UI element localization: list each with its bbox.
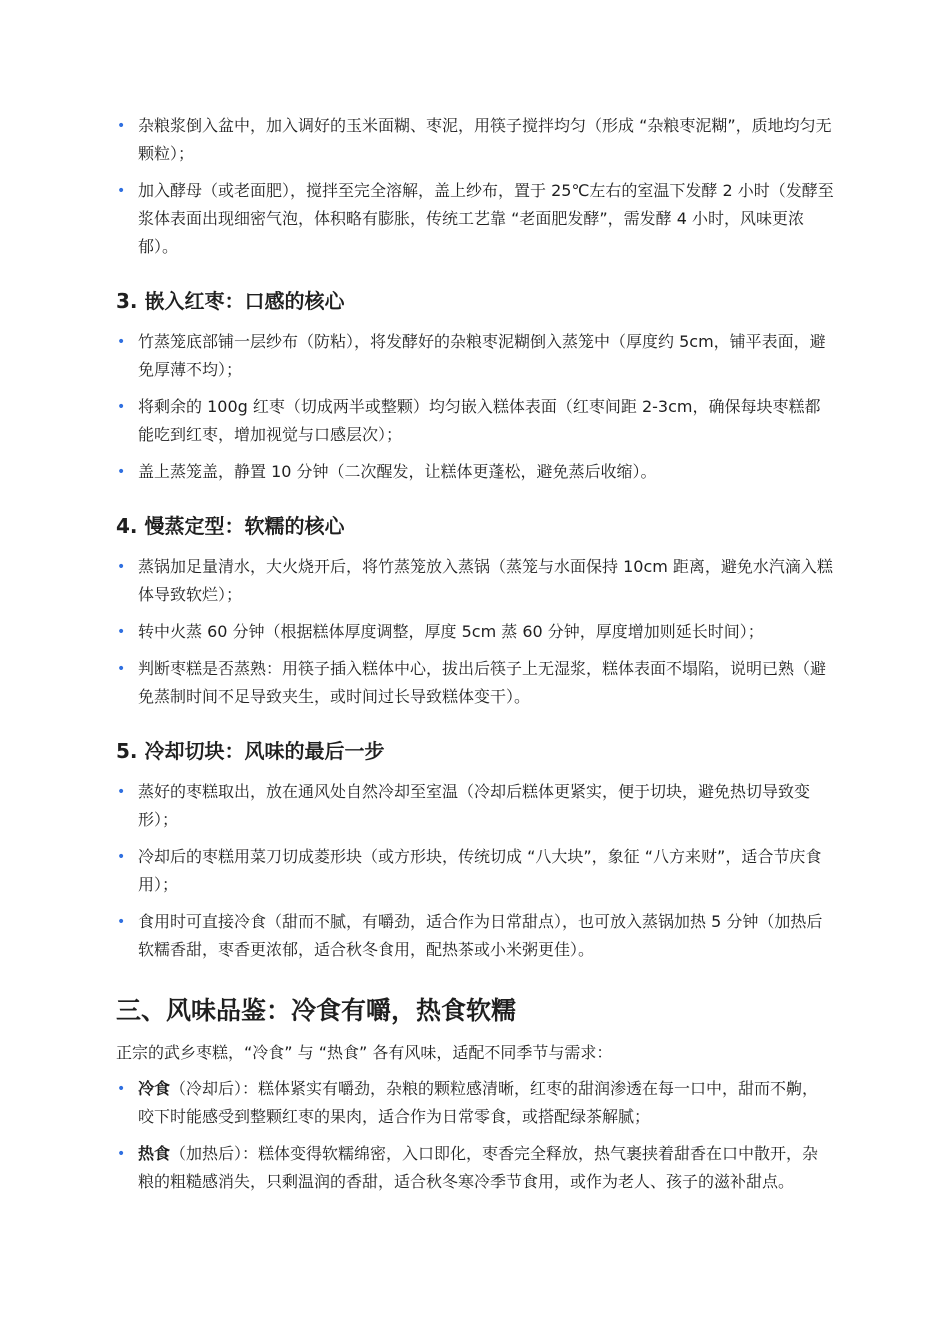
list-item-text: 转中火蒸 60 分钟（根据糕体厚度调整，厚度 5cm 蒸 60 分钟，厚度增加则延长时间）； bbox=[138, 622, 764, 641]
list-item-term: 冷食 bbox=[138, 1079, 171, 1098]
cool-cut-list bbox=[116, 778, 834, 964]
intro-step-list bbox=[116, 112, 834, 261]
list-item-text: 盖上蒸笼盖，静置 10 分钟（二次醒发，让糕体更蓬松，避免蒸后收缩）。 bbox=[138, 462, 657, 481]
list-item bbox=[116, 618, 834, 646]
list-item bbox=[116, 553, 834, 609]
list-item-text: （加热后）：糕体变得软糯绵密，入口即化，枣香完全释放，热气裹挟着甜香在口中散开，杂粮的粗糙感消失，只剩温润的香甜，适合秋冬寒冷季节食用，或作为老人、孩子的滋补甜点。 bbox=[138, 1144, 819, 1191]
list-item bbox=[116, 1140, 834, 1196]
bullet-icon: • bbox=[117, 784, 126, 800]
list-item bbox=[116, 458, 834, 486]
list-item bbox=[116, 778, 834, 834]
chapter-heading-flavor-tasting: 三、风味品鉴：冷食有嚼，热食软糯 bbox=[116, 996, 517, 1025]
bullet-icon: • bbox=[117, 399, 126, 415]
list-item-text: 蒸锅加足量清水，大火烧开后，将竹蒸笼放入蒸锅（蒸笼与水面保持 10cm 距离，避免水汽滴入糕体导致软烂）； bbox=[138, 557, 833, 604]
bullet-icon: • bbox=[117, 849, 126, 865]
section-heading-slow-steam: 4. 慢蒸定型：软糯的核心 bbox=[116, 514, 345, 538]
list-item-text: （冷却后）：糕体紧实有嚼劲，杂粮的颗粒感清晰，红枣的甜润渗透在每一口中，甜而不齁，咬下时能感受到整颗红枣的果肉，适合作为日常零食，或搭配绿茶解腻； bbox=[138, 1079, 819, 1126]
list-item bbox=[116, 908, 834, 964]
list-item-text: 食用时可直接冷食（甜而不腻，有嚼劲，适合作为日常甜点），也可放入蒸锅加热 5 分钟（加热后软糯香甜，枣香更浓郁，适合秋冬食用，配热茶或小米粥更佳）。 bbox=[138, 912, 823, 959]
list-item bbox=[116, 843, 834, 899]
embed-dates-list bbox=[116, 328, 834, 486]
bullet-icon: • bbox=[117, 464, 126, 480]
list-item bbox=[116, 1075, 834, 1131]
list-item-text: 冷却后的枣糕用菜刀切成菱形块（或方形块，传统切成 “八大块”，象征 “八方来财”，适合节庆食用）； bbox=[138, 847, 822, 894]
bullet-icon: • bbox=[117, 624, 126, 640]
list-item-text: 蒸好的枣糕取出，放在通风处自然冷却至室温（冷却后糕体更紧实，便于切块，避免热切导致变形）； bbox=[138, 782, 811, 829]
list-item-term: 热食 bbox=[138, 1144, 171, 1163]
bullet-icon: • bbox=[117, 914, 126, 930]
section-heading-cool-cut: 5. 冷却切块：风味的最后一步 bbox=[116, 739, 385, 763]
bullet-icon: • bbox=[117, 183, 126, 199]
bullet-icon: • bbox=[117, 1081, 126, 1097]
list-item-text: 竹蒸笼底部铺一层纱布（防粘），将发酵好的杂粮枣泥糊倒入蒸笼中（厚度约 5cm，铺平表面，避免厚薄不均）； bbox=[138, 332, 826, 379]
list-item-text: 加入酵母（或老面肥），搅拌至完全溶解，盖上纱布，置于 25℃左右的室温下发酵 2 小时（发酵至浆体表面出现细密气泡，体积略有膨胀，传统工艺靠 “老面肥发酵”，需发酵 4 小时，风味更浓郁）。 bbox=[138, 181, 834, 256]
list-item bbox=[116, 328, 834, 384]
section-heading-embed-dates: 3. 嵌入红枣：口感的核心 bbox=[116, 289, 345, 313]
bullet-icon: • bbox=[117, 118, 126, 134]
list-item bbox=[116, 112, 834, 168]
slow-steam-list bbox=[116, 553, 834, 711]
flavor-list bbox=[116, 1075, 834, 1196]
list-item-text: 判断枣糕是否蒸熟：用筷子插入糕体中心，拔出后筷子上无湿浆，糕体表面不塌陷，说明已熟（避免蒸制时间不足导致夹生，或时间过长导致糕体变干）。 bbox=[138, 659, 827, 706]
list-item bbox=[116, 177, 834, 261]
chapter-intro-paragraph: 正宗的武乡枣糕，“冷食” 与 “热食” 各有风味，适配不同季节与需求： bbox=[116, 1043, 613, 1062]
list-item-text: 将剩余的 100g 红枣（切成两半或整颗）均匀嵌入糕体表面（红枣间距 2-3cm，确保每块枣糕都能吃到红枣，增加视觉与口感层次）； bbox=[138, 397, 821, 444]
bullet-icon: • bbox=[117, 661, 126, 677]
bullet-icon: • bbox=[117, 559, 126, 575]
list-item bbox=[116, 655, 834, 711]
bullet-icon: • bbox=[117, 1146, 126, 1162]
list-item bbox=[116, 393, 834, 449]
bullet-icon: • bbox=[117, 334, 126, 350]
list-item-text: 杂粮浆倒入盆中，加入调好的玉米面糊、枣泥，用筷子搅拌均匀（形成 “杂粮枣泥糊”，质地均匀无颗粒）； bbox=[138, 116, 832, 163]
